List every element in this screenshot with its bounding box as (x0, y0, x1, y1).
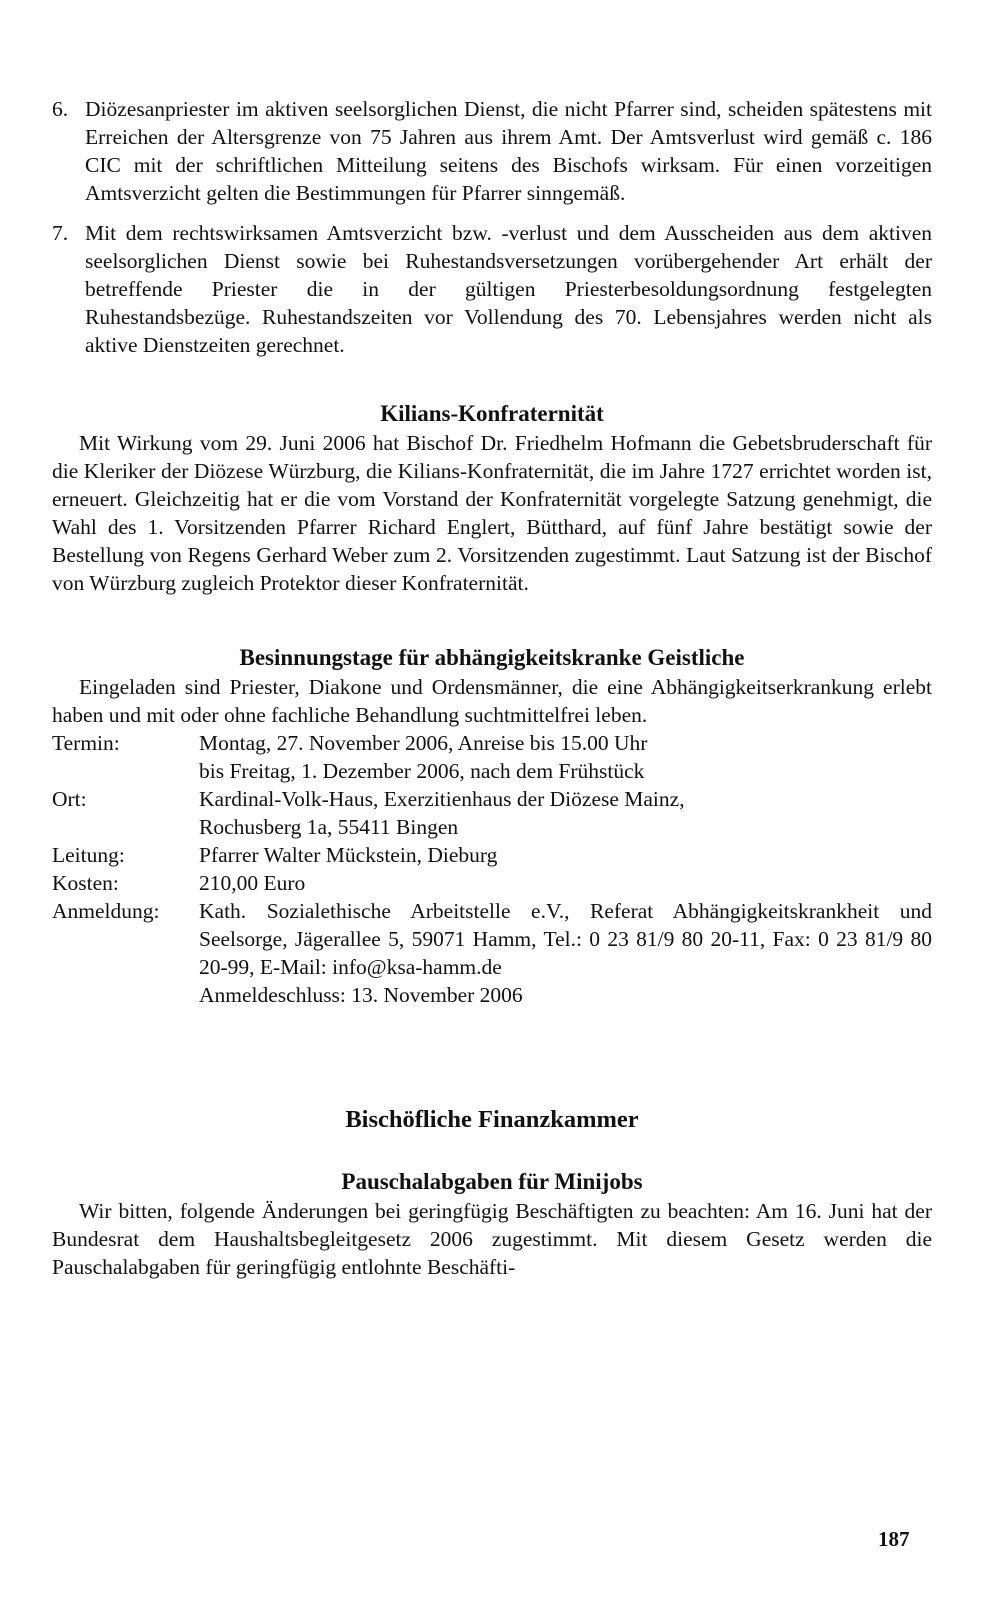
detail-line: Montag, 27. November 2006, Anreise bis 15.00 Uhr (199, 731, 648, 755)
detail-label: Leitung: (52, 843, 125, 867)
paragraph-text: Diözesanpriester im aktiven seelsorglichen Dienst, die nicht Pfarrer sind, scheiden spätestens mit Erreichen der Altersgrenze von 75 Jahren aus ihrem Amt. Der Amtsverlust wird gemäß c. 186 CIC mit der schriftlichen Mitteilung seitens des Bischofs wirksam. Für einen vorzeitigen Amtsverzicht gelten die Bestimmungen für Pfarrer sinngemäß. (85, 97, 932, 205)
detail-label: Kosten: (52, 871, 119, 895)
detail-label: Ort: (52, 787, 87, 811)
detail-line: Pfarrer Walter Mückstein, Dieburg (199, 843, 498, 867)
detail-label: Anmeldung: (52, 899, 160, 923)
detail-row-kosten (52, 869, 932, 897)
detail-row-termin (52, 729, 932, 785)
numbered-paragraph-7 (52, 219, 932, 359)
heading-bischoefliche-finanzkammer: Bischöfliche Finanzkammer (345, 1106, 639, 1133)
document-page (52, 95, 932, 1281)
numbered-paragraph-6 (52, 95, 932, 207)
detail-line: 210,00 Euro (199, 871, 306, 895)
heading-pauschalabgaben: Pauschalabgaben für Minijobs (341, 1169, 643, 1194)
detail-value (199, 897, 932, 1009)
paragraph-text: Mit dem rechtswirksamen Amtsverzicht bzw. -verlust und dem Ausscheiden aus dem aktiven seelsorglichen Dienst sowie bei Ruhestandsversetzungen vorübergehender Art erhält der betreffende Priester die in der gültigen Priesterbesoldungsordnung festgelegten Ruhestandsbezüge. Ruhestandszeiten vor Vollendung des 70. Lebensjahres werden nicht als aktive Dienstzeiten gerechnet. (85, 221, 932, 357)
paragraph-number: 6. (52, 97, 69, 121)
detail-label: Termin: (52, 731, 120, 755)
detail-value (199, 841, 932, 869)
detail-line: Kardinal-Volk-Haus, Exerzitienhaus der Diözese Mainz, (199, 787, 685, 811)
page-number: 187 (878, 1527, 910, 1551)
detail-line: Anmeldeschluss: 13. November 2006 (199, 983, 523, 1007)
paragraph-pauschalabgaben: Wir bitten, folgende Änderungen bei geringfügig Beschäftigten zu beachten: Am 16. Juni hat der Bundesrat dem Haushaltsbegleitgesetz 2006 zugestimmt. Mit diesem Gesetz werden die Pauschalabgaben für geringfügig entlohnte Beschäfti- (52, 1199, 932, 1279)
paragraph-kilians: Mit Wirkung vom 29. Juni 2006 hat Bischof Dr. Friedhelm Hofmann die Gebetsbruderschaft für die Kleriker der Diözese Würzburg, die Kilians-Konfraternität, die im Jahre 1727 errichtet worden ist, erneuert. Gleichzeitig hat er die vom Vorstand der Konfraternität vorgelegte Satzung genehmigt, die Wahl des 1. Vorsitzenden Pfarrer Richard Englert, Bütthard, auf fünf Jahre bestätigt sowie der Bestellung von Regens Gerhard Weber zum 2. Vorsitzenden zugestimmt. Laut Satzung ist der Bischof von Würzburg zugleich Protektor dieser Konfraternität. (52, 431, 932, 595)
detail-line: bis Freitag, 1. Dezember 2006, nach dem Frühstück (199, 759, 645, 783)
detail-line: Kath. Sozialethische Arbeitstelle e.V., Referat Abhängigkeitskrankheit und Seelsorge, Jägerallee 5, 59071 Hamm, Tel.: 0 23 81/9 80 20-11, Fax: 0 23 81/9 80 20-99, E-Mail: info@ksa-hamm.de (199, 899, 932, 979)
detail-value (199, 785, 932, 841)
paragraph-besinnung-intro: Eingeladen sind Priester, Diakone und Ordensmänner, die eine Abhängigkeitserkrankung erlebt haben und mit oder ohne fachliche Behandlung suchtmittelfrei leben. (52, 675, 932, 727)
detail-line: Rochusberg 1a, 55411 Bingen (199, 815, 459, 839)
detail-value (199, 729, 932, 785)
detail-row-leitung (52, 841, 932, 869)
event-details (52, 729, 932, 1009)
heading-besinnungstage: Besinnungstage für abhängigkeitskranke Geistliche (239, 645, 745, 670)
detail-row-ort (52, 785, 932, 841)
heading-kilians-konfraternitaet: Kilians-Konfraternität (380, 401, 604, 426)
paragraph-number: 7. (52, 221, 69, 245)
detail-value (199, 869, 932, 897)
detail-row-anmeldung (52, 897, 932, 1009)
